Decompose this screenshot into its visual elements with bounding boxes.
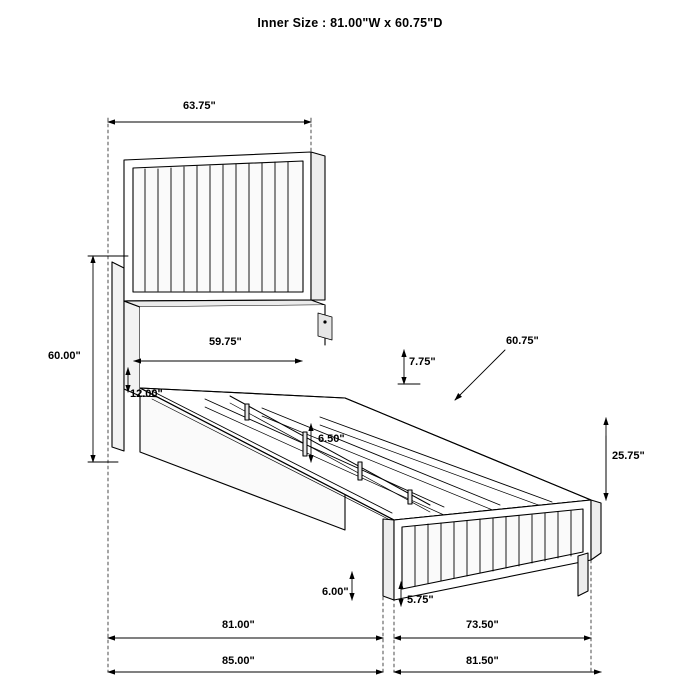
- dimension-label-slat-height: 6.50": [318, 433, 345, 445]
- dimension-label-headboard-width: 63.75": [183, 100, 216, 112]
- near-side-rail-upper: [140, 305, 345, 396]
- footboard-right-post: [591, 500, 601, 560]
- dimension-label-overall-length: 85.00": [222, 655, 255, 667]
- headboard-right-post: [311, 152, 325, 300]
- rail-bracket: [318, 313, 332, 340]
- dimension-label-inner-depth: 60.75": [506, 335, 539, 347]
- bracket-bolt: [323, 320, 326, 323]
- dimension-label-inner-width: 81.00": [222, 619, 255, 631]
- dimension-label-headboard-leg-height: 12.00": [130, 388, 163, 400]
- footboard-right-leg: [578, 553, 588, 596]
- dimension-label-footboard-inner-width: 73.50": [466, 619, 499, 631]
- page-title: Inner Size : 81.00"W x 60.75"D: [257, 16, 443, 30]
- dimension-label-footboard-clearance: 6.00": [322, 586, 349, 598]
- dimension-label-footboard-height: 25.75": [612, 450, 645, 462]
- headboard-panel: [133, 161, 303, 292]
- headboard-left-leg: [112, 262, 124, 451]
- dimension-label-headboard-panel-width: 59.75": [209, 336, 242, 348]
- headboard-left-lower-leg: [124, 301, 140, 396]
- dimension-label-footboard-leg-height: 5.75": [407, 594, 434, 606]
- footboard-left-leg: [383, 519, 394, 600]
- dimension-label-headboard-height: 60.00": [48, 350, 81, 362]
- dimension-label-footboard-outer-width: 81.50": [466, 655, 499, 667]
- dimension-label-rail-height: 7.75": [409, 356, 436, 368]
